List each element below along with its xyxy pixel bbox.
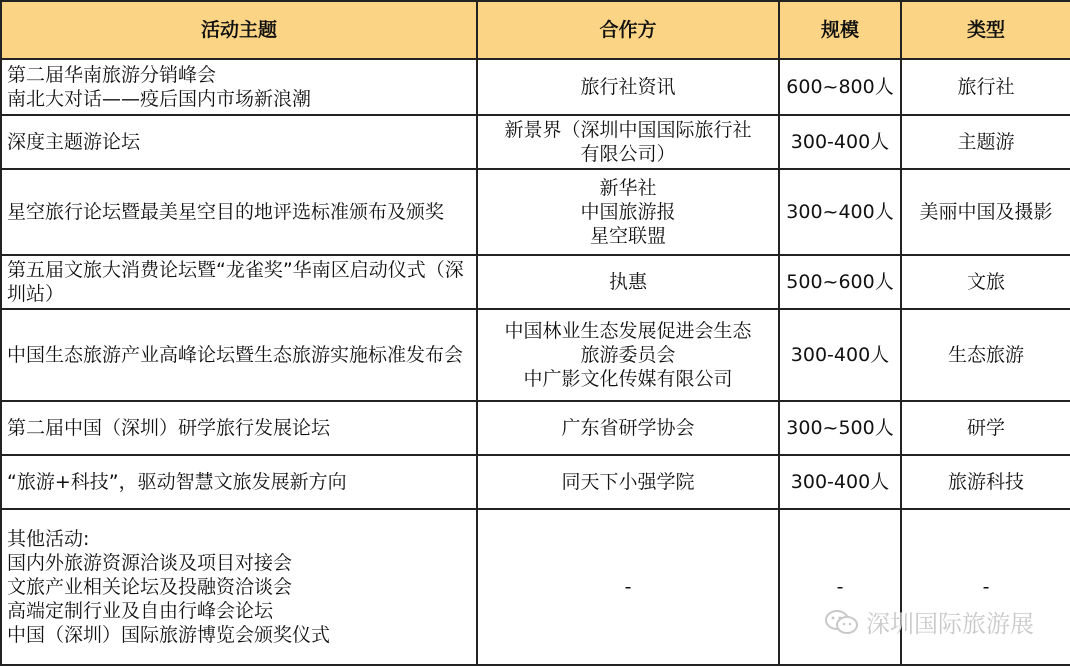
topic-cell-line: 第五届文旅大消费论坛暨“龙雀奖”华南区启动仪式（深圳站） [7,259,464,305]
topic-cell-line: 星空旅行论坛暨最美星空目的地评选标准颁布及颁奖 [7,201,445,223]
scale-cell: - [779,509,901,665]
table-row [1,509,1070,665]
topic-cell [1,401,477,455]
topic-cell-line: 第二届华南旅游分销峰会 [7,64,217,86]
topic-cell-line: 南北大对话——疫后国内市场新浪潮 [7,88,312,110]
partner-cell-line: 星空联盟 [589,225,666,247]
table-row [1,59,1070,115]
partner-cell [477,509,779,665]
partner-cell-line: - [624,576,632,598]
topic-cell-line: “旅游+科技”，驱动智慧文旅发展新方向 [7,471,347,493]
topic-cell [1,255,477,309]
partner-cell [477,169,779,255]
partner-cell [477,59,779,115]
topic-cell [1,115,477,169]
partner-cell-line: 执惠 [608,271,647,293]
header-partner: 合作方 [477,1,779,59]
partner-cell-line: 有限公司） [580,143,676,165]
table-row [1,169,1070,255]
header-row [1,1,1070,59]
scale-cell: 300~500人 [779,401,901,455]
scale-cell: 500~600人 [779,255,901,309]
partner-cell-line: 中国旅游报 [580,201,676,223]
partner-cell-line: 新华社 [599,177,657,199]
topic-cell-line: 中国生态旅游产业高峰论坛暨生态旅游实施标准发布会 [7,344,464,366]
topic-cell [1,455,477,509]
topic-cell [1,169,477,255]
table-row [1,115,1070,169]
watermark-text: 深圳国际旅游展 [866,610,1034,638]
type-cell: 旅行社 [901,59,1070,115]
scale-cell: 300~400人 [779,169,901,255]
topic-cell-line: 其他活动: [7,528,90,550]
topic-cell-line: 第二届中国（深圳）研学旅行发展论坛 [7,417,331,439]
scale-cell: 300-400人 [779,455,901,509]
partner-cell-line: 旅行社资讯 [580,76,676,98]
topic-cell-line: 深度主题游论坛 [7,131,141,153]
topic-cell-line: 文旅产业相关论坛及投融资洽谈会 [7,576,293,598]
type-cell: - [901,509,1070,665]
partner-cell [477,255,779,309]
scale-cell: 300-400人 [779,115,901,169]
scale-cell: 600~800人 [779,59,901,115]
topic-cell [1,509,477,665]
partner-cell-line: 中广影文化传媒有限公司 [523,368,733,390]
table-row [1,455,1070,509]
partner-cell [477,309,779,401]
partner-cell-line: 同天下小强学院 [561,471,695,493]
type-cell: 旅游科技 [901,455,1070,509]
header-topic: 活动主题 [1,1,477,59]
scale-cell: 300-400人 [779,309,901,401]
type-cell: 美丽中国及摄影 [901,169,1070,255]
partner-cell-line: 广东省研学协会 [561,417,695,439]
topic-cell-line: 中国（深圳）国际旅游博览会颁奖仪式 [7,624,331,646]
header-type: 类型 [901,1,1070,59]
type-cell: 生态旅游 [901,309,1070,401]
topic-cell [1,59,477,115]
type-cell: 文旅 [901,255,1070,309]
type-cell: 研学 [901,401,1070,455]
table-row [1,401,1070,455]
table-row [1,309,1070,401]
partner-cell-line: 中国林业生态发展促进会生态 [504,320,752,342]
header-scale: 规模 [779,1,901,59]
partner-cell [477,455,779,509]
table-row [1,255,1070,309]
partner-cell-line: 旅游委员会 [580,344,676,366]
topic-cell [1,309,477,401]
partner-cell [477,115,779,169]
topic-cell-line: 高端定制行业及自由行峰会论坛 [7,600,274,622]
type-cell: 主题游 [901,115,1070,169]
partner-cell [477,401,779,455]
topic-cell-line: 国内外旅游资源洽谈及项目对接会 [7,552,293,574]
partner-cell-line: 新景界（深圳中国国际旅行社 [504,119,752,141]
